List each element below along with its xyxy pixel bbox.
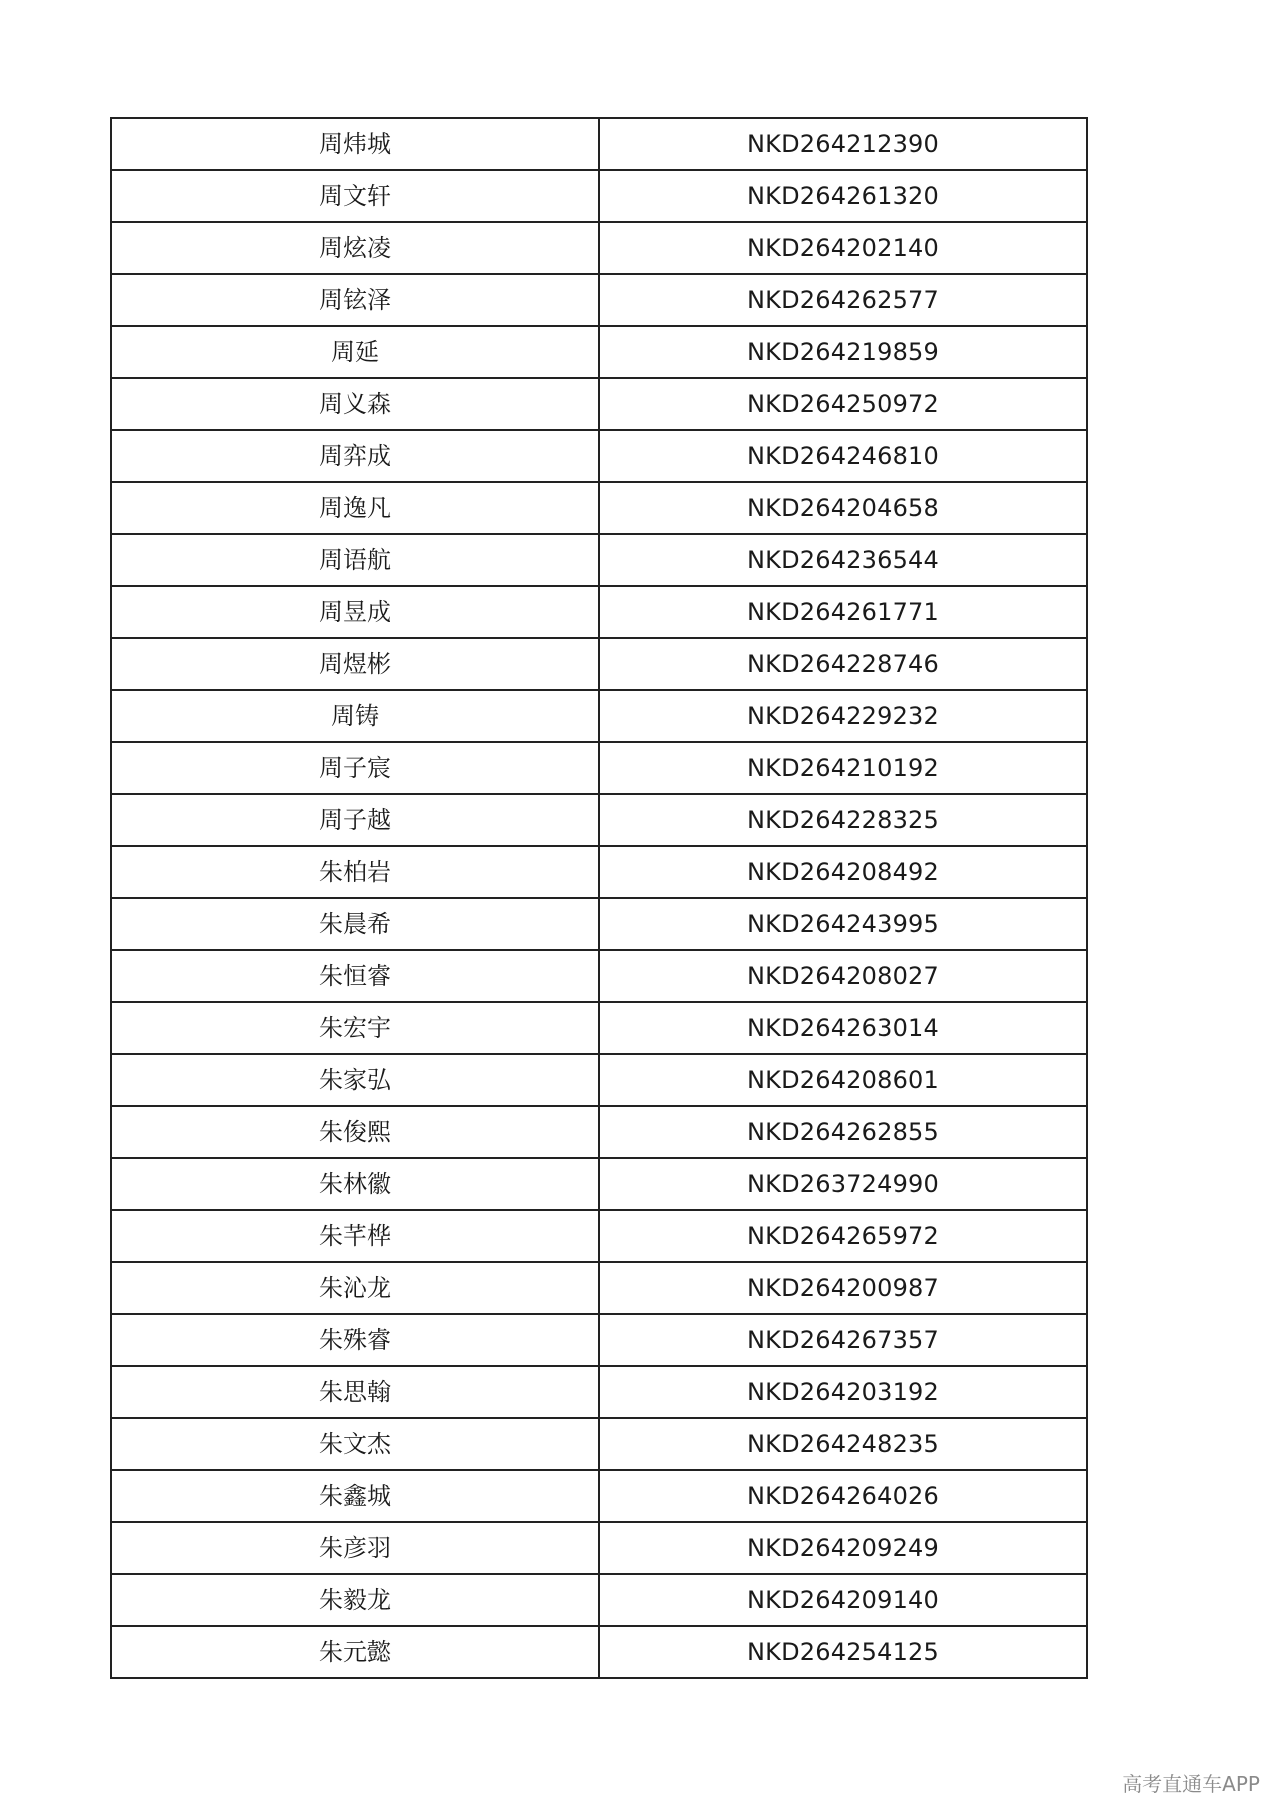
id-cell: NKD264236544	[599, 534, 1087, 586]
name-cell: 朱元懿	[111, 1626, 599, 1678]
id-cell: NKD264219859	[599, 326, 1087, 378]
name-cell: 朱芊桦	[111, 1210, 599, 1262]
id-cell: NKD264248235	[599, 1418, 1087, 1470]
name-cell: 周语航	[111, 534, 599, 586]
name-cell: 朱林徽	[111, 1158, 599, 1210]
table-row	[111, 690, 1087, 742]
name-cell: 朱文杰	[111, 1418, 599, 1470]
id-cell: NKD264261320	[599, 170, 1087, 222]
table-row	[111, 950, 1087, 1002]
table-row	[111, 1522, 1087, 1574]
id-cell: NKD264209249	[599, 1522, 1087, 1574]
name-cell: 周铸	[111, 690, 599, 742]
name-cell: 周炫凌	[111, 222, 599, 274]
name-cell: 朱家弘	[111, 1054, 599, 1106]
name-cell: 周子宸	[111, 742, 599, 794]
name-cell: 周炜城	[111, 118, 599, 170]
table-row	[111, 430, 1087, 482]
name-cell: 周弈成	[111, 430, 599, 482]
table-row	[111, 1002, 1087, 1054]
table-row	[111, 378, 1087, 430]
table-row	[111, 1470, 1087, 1522]
table-row	[111, 1418, 1087, 1470]
id-cell: NKD264212390	[599, 118, 1087, 170]
table-row	[111, 1574, 1087, 1626]
id-cell: NKD264246810	[599, 430, 1087, 482]
id-cell: NKD264208601	[599, 1054, 1087, 1106]
id-cell: NKD264229232	[599, 690, 1087, 742]
table-row	[111, 222, 1087, 274]
table-row	[111, 586, 1087, 638]
name-cell: 朱俊熙	[111, 1106, 599, 1158]
table-row	[111, 1262, 1087, 1314]
id-cell: NKD264267357	[599, 1314, 1087, 1366]
table-row	[111, 1210, 1087, 1262]
name-cell: 朱恒睿	[111, 950, 599, 1002]
id-cell: NKD264203192	[599, 1366, 1087, 1418]
table-row	[111, 1366, 1087, 1418]
table-row	[111, 326, 1087, 378]
table-row	[111, 170, 1087, 222]
name-cell: 朱思翰	[111, 1366, 599, 1418]
name-cell: 朱沁龙	[111, 1262, 599, 1314]
name-cell: 朱鑫城	[111, 1470, 599, 1522]
id-cell: NKD264250972	[599, 378, 1087, 430]
name-cell: 朱柏岩	[111, 846, 599, 898]
table-row	[111, 1626, 1087, 1678]
name-cell: 朱彦羽	[111, 1522, 599, 1574]
id-cell: NKD264265972	[599, 1210, 1087, 1262]
id-cell: NKD264263014	[599, 1002, 1087, 1054]
id-cell: NKD264208027	[599, 950, 1087, 1002]
name-cell: 周逸凡	[111, 482, 599, 534]
id-cell: NKD264261771	[599, 586, 1087, 638]
table-row	[111, 898, 1087, 950]
name-cell: 周昱成	[111, 586, 599, 638]
id-cell: NKD264210192	[599, 742, 1087, 794]
id-cell: NKD264262577	[599, 274, 1087, 326]
id-cell: NKD264228325	[599, 794, 1087, 846]
name-cell: 朱宏宇	[111, 1002, 599, 1054]
id-cell: NKD264243995	[599, 898, 1087, 950]
id-cell: NKD264208492	[599, 846, 1087, 898]
table-row	[111, 742, 1087, 794]
id-cell: NKD263724990	[599, 1158, 1087, 1210]
table-row	[111, 1054, 1087, 1106]
name-cell: 周铉泽	[111, 274, 599, 326]
name-cell: 周子越	[111, 794, 599, 846]
name-cell: 周文轩	[111, 170, 599, 222]
table-row	[111, 534, 1087, 586]
table-row	[111, 1106, 1087, 1158]
name-cell: 朱殊睿	[111, 1314, 599, 1366]
id-cell: NKD264200987	[599, 1262, 1087, 1314]
table-row	[111, 482, 1087, 534]
table-row	[111, 1158, 1087, 1210]
id-cell: NKD264262855	[599, 1106, 1087, 1158]
table-row	[111, 846, 1087, 898]
id-cell: NKD264264026	[599, 1470, 1087, 1522]
name-cell: 朱毅龙	[111, 1574, 599, 1626]
id-cell: NKD264204658	[599, 482, 1087, 534]
table-row	[111, 274, 1087, 326]
name-cell: 周煜彬	[111, 638, 599, 690]
name-cell: 周义森	[111, 378, 599, 430]
table-row	[111, 794, 1087, 846]
id-cell: NKD264228746	[599, 638, 1087, 690]
name-cell: 周延	[111, 326, 599, 378]
table-row	[111, 118, 1087, 170]
table-row	[111, 638, 1087, 690]
id-cell: NKD264254125	[599, 1626, 1087, 1678]
name-id-table	[110, 117, 1088, 1679]
name-cell: 朱晨希	[111, 898, 599, 950]
table-row	[111, 1314, 1087, 1366]
watermark: 高考直通车APP	[1122, 1772, 1260, 1796]
id-cell: NKD264209140	[599, 1574, 1087, 1626]
id-cell: NKD264202140	[599, 222, 1087, 274]
